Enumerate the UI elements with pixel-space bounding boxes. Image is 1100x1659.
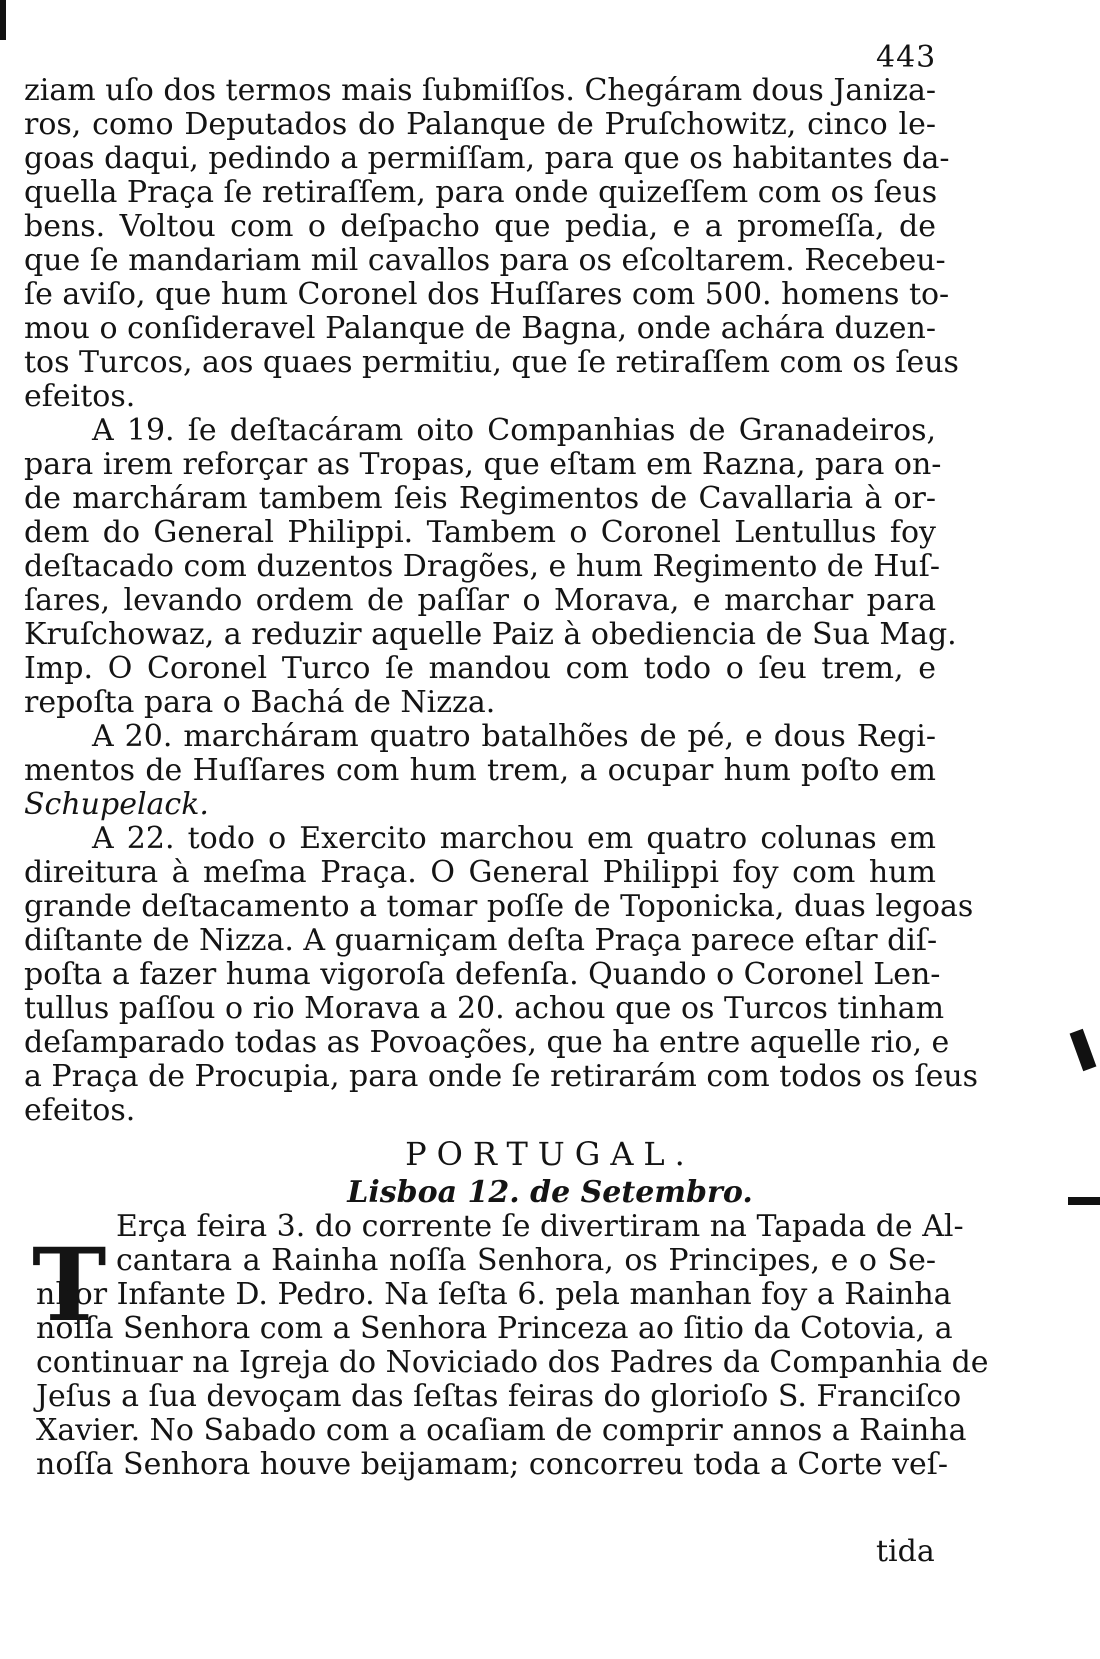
text-line: Schupelack. [24,787,209,822]
text-line: de marcháram tambem ſeis Regimentos de Cavallaria à or- [24,481,936,516]
text-line: tullus paſſou o rio Morava a 20. achou que os Turcos tinham [24,991,945,1026]
text-line: nhor Infante D. Pedro. Na ſeſta 6. pela manhan foy a Rainha [36,1277,952,1312]
text-line: continuar na Igreja do Noviciado dos Padres da Companhia de [36,1345,989,1380]
text-line: deſamparado todas as Povoações, que ha entre aquelle rio, e [24,1025,950,1060]
text-line: deſtacado com duzentos Dragões, e hum Regimento de Huſ- [24,549,941,584]
text-line: noſſa Senhora houve beijamam; concorreu toda a Corte veſ- [36,1447,949,1482]
catchword: tida [876,1534,935,1569]
text-line: A 19. ſe deſtacáram oito Companhias de Granadeiros, [92,413,936,448]
section-heading: PORTUGAL. [405,1135,695,1173]
page-number: 443 [876,40,937,75]
text-line: A 22. todo o Exercito marchou em quatro colunas em [92,821,936,856]
text-line: Erça feira 3. do corrente ſe divertiram na Tapada de Al- [116,1209,964,1244]
text-line: mentos de Huſſares com hum trem, a ocupar hum poſto em [24,753,936,788]
text-line: grande deſtacamento a tomar poſſe de Toponicka, duas legoas [24,889,974,924]
text-line: cantara a Rainha noſſa Senhora, os Principes, e o Se- [116,1243,936,1278]
text-line: Jeſus a ſua devoçam das ſeſtas feiras do glorioſo S. Franciſco [36,1379,962,1414]
scan-edge-mark-top-left [0,0,6,40]
text-line: bens. Voltou com o deſpacho que pedia, e a promeſſa, de [24,209,936,244]
text-line: quella Praça ſe retiraſſem, para onde quizeſſem com os ſeus [24,175,938,210]
text-line: que ſe mandariam mil cavallos para os eſcoltarem. Recebeu- [24,243,946,278]
text-line: a Praça de Procupia, para onde ſe retirarám com todos os ſeus [24,1059,979,1094]
text-line: ſares, levando ordem de paſſar o Morava, e marchar para [24,583,936,618]
text-line: para irem reforçar as Tropas, que eſtam em Razna, para on- [24,447,942,482]
text-line: dem do General Philippi. Tambem o Coronel Lentullus foy [24,515,936,550]
text-line: poſta a fazer huma vigoroſa defenſa. Quando o Coronel Len- [24,957,941,992]
text-line: repoſta para o Bachá de Nizza. [24,685,496,720]
text-line: efeitos. [24,1093,136,1128]
text-line: ſe aviſo, que hum Coronel dos Huſſares com 500. homens to- [24,277,950,312]
text-line: mou o conſideravel Palanque de Bagna, onde achára duzen- [24,311,936,346]
text-line: goas daqui, pedindo a permiſſam, para que os habitantes da- [24,141,950,176]
drop-cap: T [32,1226,107,1344]
text-line: direitura à meſma Praça. O General Philippi foy com hum [24,855,936,890]
text-line: efeitos. [24,379,136,414]
text-line: A 20. marcháram quatro batalhões de pé, e dous Regi- [92,719,936,754]
text-line: ros, como Deputados do Palanque de Pruſchowitz, cinco le- [24,107,936,142]
text-line: diſtante de Nizza. A guarniçam deſta Praça parece eſtar diſ- [24,923,938,958]
scan-edge-mark-right-upper [1070,1029,1097,1071]
text-line: Imp. O Coronel Turco ſe mandou com todo o ſeu trem, e [24,651,936,686]
text-line: Xavier. No Sabado com a ocaſiam de comprir annos a Rainha [36,1413,967,1448]
text-line: ziam uſo dos termos mais ſubmiſſos. Chegáram dous Janiza- [24,73,936,108]
text-line: Kruſchowaz, a reduzir aquelle Paiz à obediencia de Sua Mag. [24,617,957,652]
text-line: tos Turcos, aos quaes permitiu, que ſe retiraſſem com os ſeus [24,345,959,380]
dateline: Lisboa 12. de Setembro. [347,1175,753,1210]
text-line: noſſa Senhora com a Senhora Princeza ao ſitio da Cotovia, a [36,1311,953,1346]
